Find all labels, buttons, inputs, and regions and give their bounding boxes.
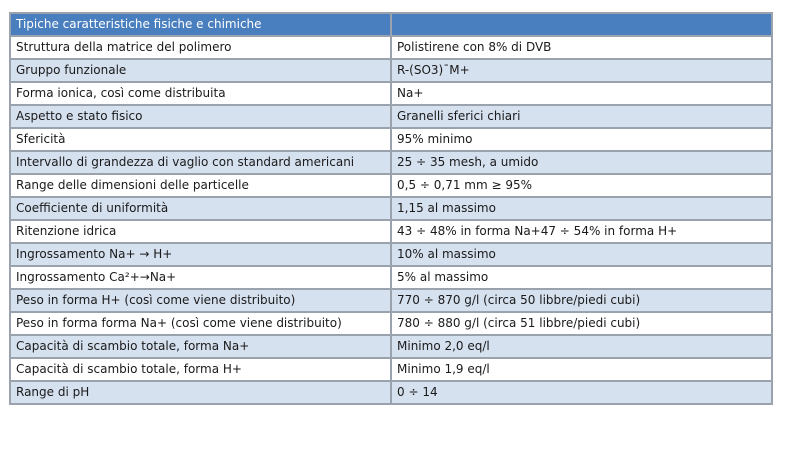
value-cell: Granelli sferici chiari [391, 105, 772, 128]
value-cell: 0,5 ÷ 0,71 mm ≥ 95% [391, 174, 772, 197]
value-cell: 780 ÷ 880 g/l (circa 51 libbre/piedi cubi) [391, 312, 772, 335]
table-row [10, 335, 772, 358]
table-row [10, 105, 772, 128]
property-cell: Gruppo funzionale [10, 59, 391, 82]
value-cell: 10% al massimo [391, 243, 772, 266]
value-cell: Polistirene con 8% di DVB [391, 36, 772, 59]
header-cell-value [391, 13, 772, 36]
properties-table [9, 12, 773, 405]
table-row [10, 151, 772, 174]
property-cell: Peso in forma forma Na+ (così come viene distribuito) [10, 312, 391, 335]
property-cell: Sfericità [10, 128, 391, 151]
property-cell: Coefficiente di uniformità [10, 197, 391, 220]
value-cell: 1,15 al massimo [391, 197, 772, 220]
table-row [10, 197, 772, 220]
value-cell: 95% minimo [391, 128, 772, 151]
table-row [10, 381, 772, 404]
value-cell: R-(SO3)¯M+ [391, 59, 772, 82]
table-header [10, 13, 772, 36]
table-row [10, 358, 772, 381]
table-row [10, 128, 772, 151]
table-row [10, 243, 772, 266]
value-cell: 25 ÷ 35 mesh, a umido [391, 151, 772, 174]
property-cell: Capacità di scambio totale, forma Na+ [10, 335, 391, 358]
header-row [10, 13, 772, 36]
header-cell-property: Tipiche caratteristiche fisiche e chimiche [10, 13, 391, 36]
value-cell: 43 ÷ 48% in forma Na+47 ÷ 54% in forma H+ [391, 220, 772, 243]
property-cell: Peso in forma H+ (così come viene distribuito) [10, 289, 391, 312]
value-cell: Minimo 1,9 eq/l [391, 358, 772, 381]
property-cell: Range delle dimensioni delle particelle [10, 174, 391, 197]
property-cell: Ritenzione idrica [10, 220, 391, 243]
property-cell: Ingrossamento Ca²+→Na+ [10, 266, 391, 289]
table-row [10, 266, 772, 289]
value-cell: Na+ [391, 82, 772, 105]
value-cell: 0 ÷ 14 [391, 381, 772, 404]
table-row [10, 82, 772, 105]
table-row [10, 59, 772, 82]
property-cell: Aspetto e stato fisico [10, 105, 391, 128]
table-row [10, 36, 772, 59]
value-cell: 5% al massimo [391, 266, 772, 289]
table-row [10, 174, 772, 197]
table-row [10, 220, 772, 243]
property-cell: Capacità di scambio totale, forma H+ [10, 358, 391, 381]
property-cell: Ingrossamento Na+ → H+ [10, 243, 391, 266]
property-cell: Struttura della matrice del polimero [10, 36, 391, 59]
property-cell: Range di pH [10, 381, 391, 404]
table-row [10, 289, 772, 312]
value-cell: 770 ÷ 870 g/l (circa 50 libbre/piedi cubi) [391, 289, 772, 312]
property-cell: Intervallo di grandezza di vaglio con standard americani [10, 151, 391, 174]
table-body [10, 36, 772, 404]
table-row [10, 312, 772, 335]
value-cell: Minimo 2,0 eq/l [391, 335, 772, 358]
properties-table-container [9, 12, 771, 405]
property-cell: Forma ionica, così come distribuita [10, 82, 391, 105]
